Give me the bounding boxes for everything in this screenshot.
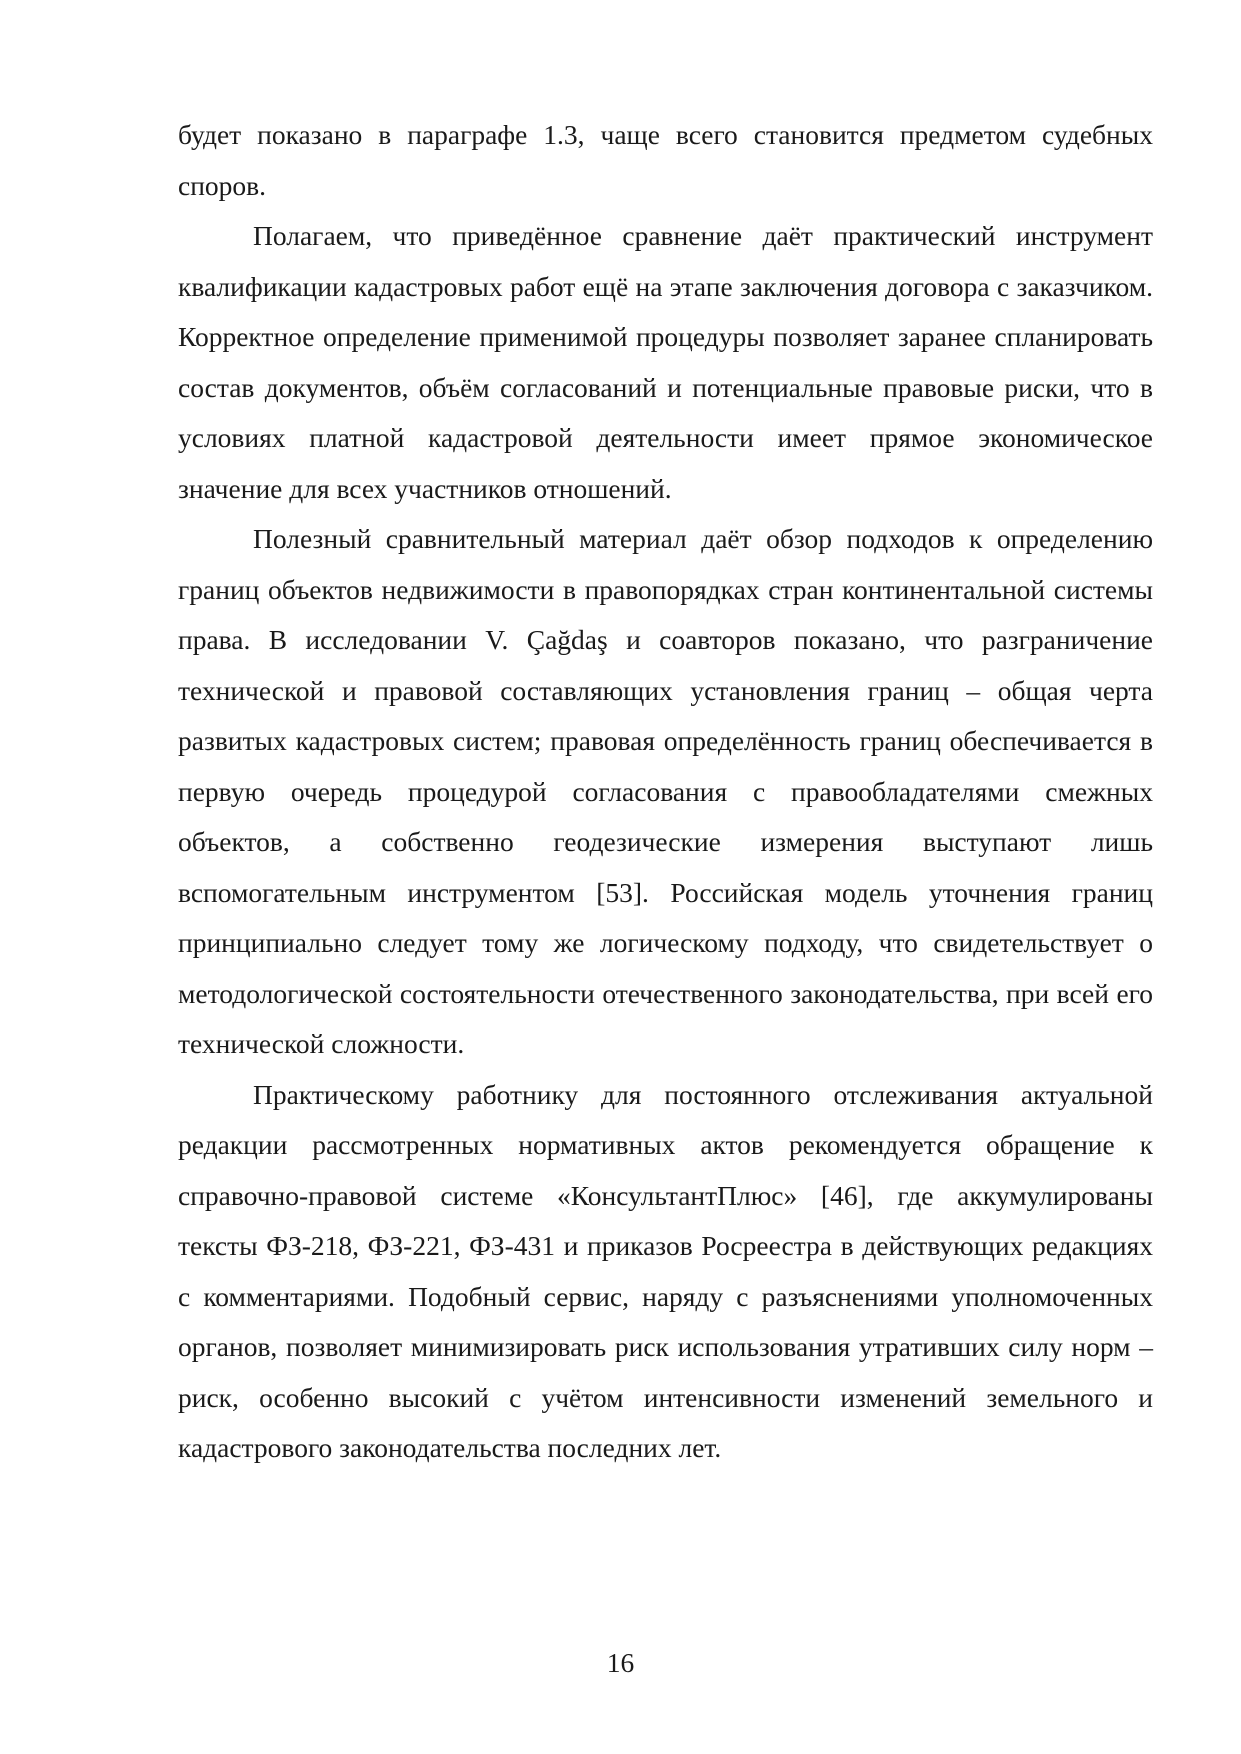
paragraph-continuation: будет показано в параграфе 1.3, чаще всего становится предметом судебных споров. bbox=[178, 119, 1153, 201]
paragraph: Полезный сравнительный материал даёт обзор подходов к определению границ объектов недвижимости в правопорядках стран континентальной системы права. В исследовании V. Çağdaş и соавторов показано, что разграничение технической и правовой составляющих установления границ – общая черта развитых кадастровых систем; правовая определённость границ обеспечивается в первую очередь процедурой согласования с правообладателями смежных объектов, а собственно геодезические измерения выступают лишь вспомогательным инструментом [53]. Российская модель уточнения границ принципиально следует тому же логическому подходу, что свидетельствует о методологической состоятельности отечественного законодательства, при всей его технической сложности. bbox=[178, 523, 1153, 1059]
paragraph: Полагаем, что приведённое сравнение даёт практический инструмент квалификации кадастровых работ ещё на этапе заключения договора с заказчиком. Корректное определение применимой процедуры позволяет заранее спланировать состав документов, объём согласований и потенциальные правовые риски, что в условиях платной кадастровой деятельности имеет прямое экономическое значение для всех участников отношений. bbox=[178, 220, 1153, 504]
paragraph: Практическому работнику для постоянного отслеживания актуальной редакции рассмотренных нормативных актов рекомендуется обращение к справочно-правовой системе «КонсультантПлюс» [46], где аккумулированы тексты ФЗ-218, ФЗ-221, ФЗ-431 и приказов Росреестра в действующих редакциях с комментариями. Подобный сервис, наряду с разъяснениями уполномоченных органов, позволяет минимизировать риск использования утративших силу норм – риск, особенно высокий с учётом интенсивности изменений земельного и кадастрового законодательства последних лет. bbox=[178, 1078, 1153, 1463]
body-text bbox=[178, 110, 1153, 1474]
page-number: 16 bbox=[606, 1647, 635, 1678]
